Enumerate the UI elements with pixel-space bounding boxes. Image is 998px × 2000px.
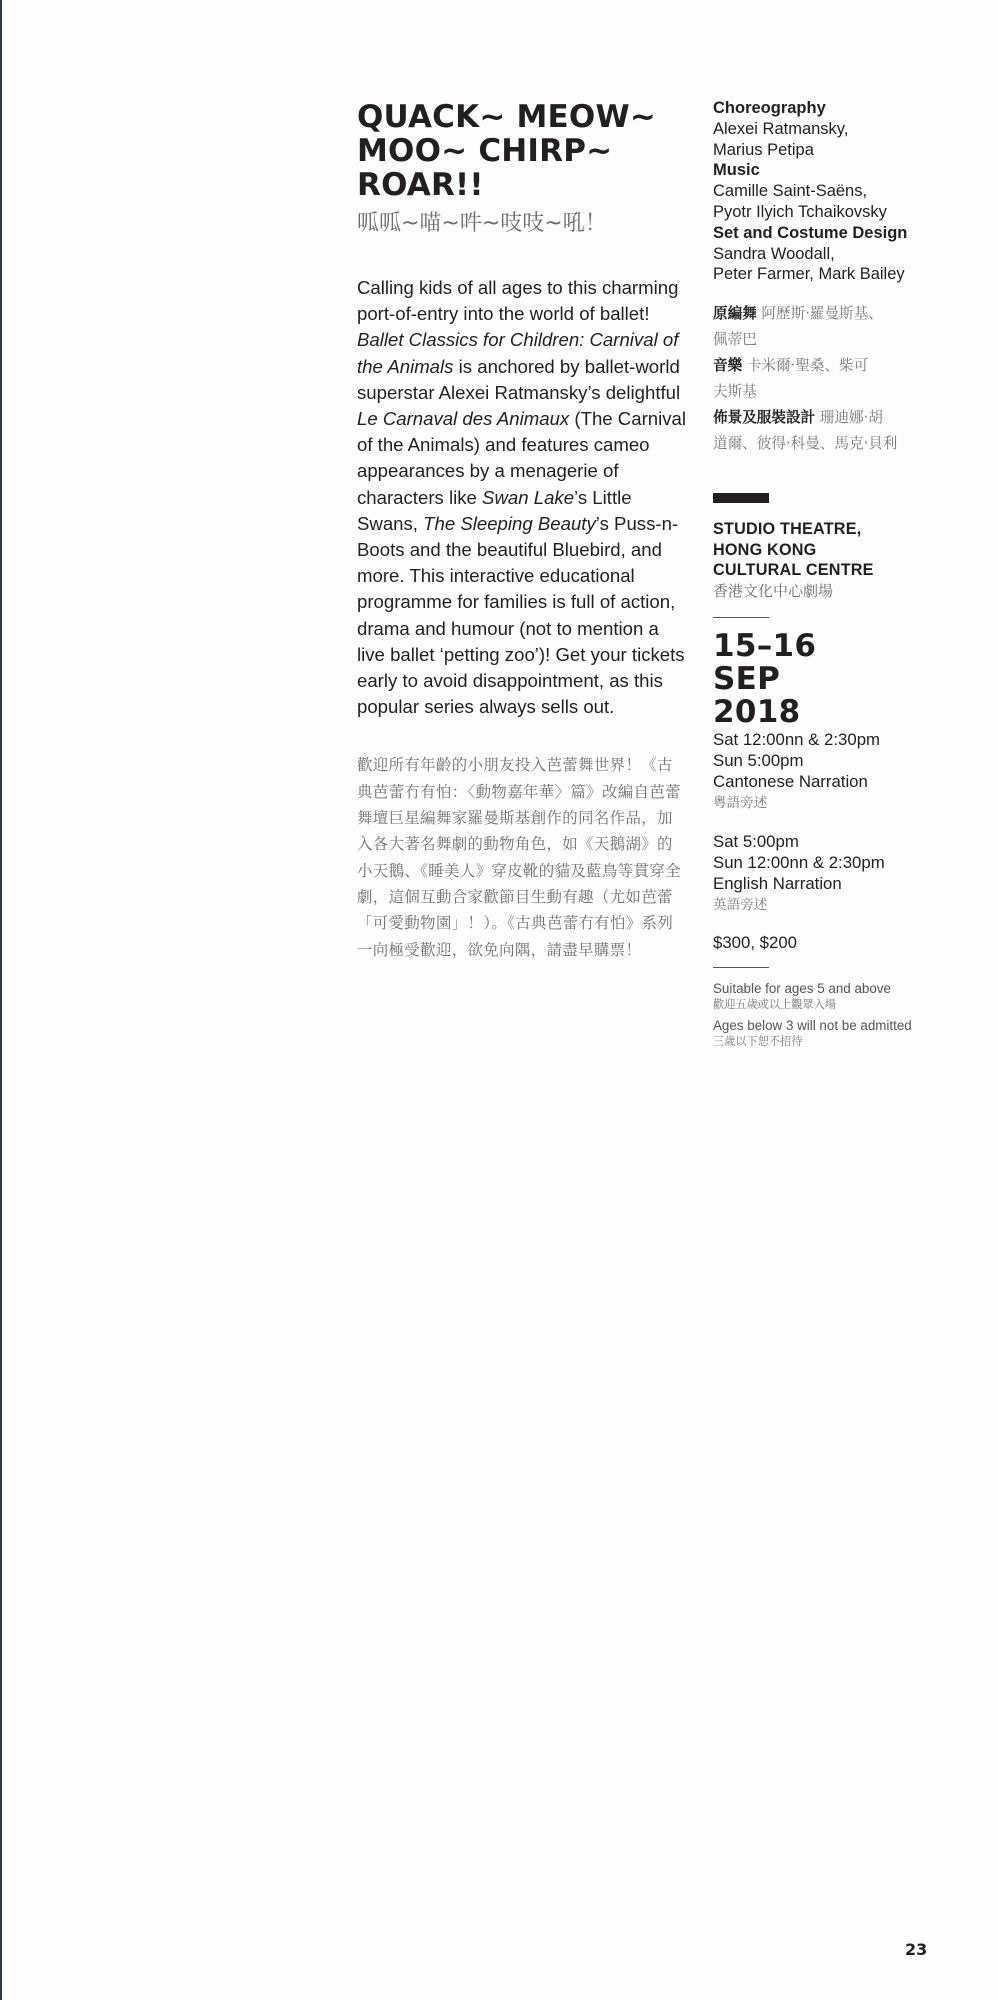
divider-line: [713, 617, 769, 618]
credit-role: Music: [713, 161, 760, 180]
desc-seg: Ballet Classics for Children: Carnival of the Animals: [357, 329, 679, 377]
narration-language-zh: 英語旁述: [713, 896, 768, 913]
desc-seg: Swan Lake: [482, 486, 575, 508]
credit-zh-line: 夫斯基: [713, 383, 757, 401]
credit-zh-line: 佩蒂巴: [713, 331, 757, 349]
showtime-line: Sat 5:00pm: [713, 831, 799, 851]
credit-zh-names: 珊迪娜‧胡: [815, 409, 883, 427]
event-title: QUACK~ MEOW~ MOO~ CHIRP~ ROAR!!: [357, 99, 657, 203]
info-column: [713, 98, 953, 1054]
narration-language-zh: 粵語旁述: [713, 794, 768, 811]
credit-names: Sandra Woodall, Peter Farmer, Mark Bailey: [713, 244, 905, 284]
credit-zh-names: 卡米爾‧聖桑、柴可: [742, 357, 869, 375]
credit-names: Camille Saint-Saëns, Pyotr Ilyich Tchaikovsky: [713, 182, 887, 221]
desc-seg: ’s Little Swans,: [357, 486, 632, 534]
narration-language: English Narration: [713, 873, 842, 893]
main-column: [357, 100, 687, 978]
credits-en: [713, 98, 953, 285]
credit-zh-line: 道爾、彼得‧科曼、馬克‧貝利: [713, 435, 898, 453]
page-number: 23: [905, 1940, 928, 1959]
showtime-line: Sat 12:00nn & 2:30pm: [713, 729, 881, 749]
page-edge: [0, 0, 2, 2000]
showtime-line: Sun 12:00nn & 2:30pm: [713, 852, 885, 872]
narration-language: Cantonese Narration: [713, 771, 868, 791]
divider-line: [713, 967, 769, 968]
credit-role: Choreography: [713, 99, 826, 117]
venue-name-zh: 香港文化中心劇場: [713, 581, 834, 600]
showtimes-cantonese: [713, 729, 953, 813]
age-note-zh: 歡迎五歲或以上觀眾入場: [713, 997, 837, 1011]
desc-seg: ’s Puss-n-Boots and the beautiful Bluebird, and more. This interactive educational programme for families is full of action, drama and humour (not to mention a live ballet ‘petting zoo’)! Get your tickets early to avoid disappointment, as this popular series always sells out.: [357, 512, 685, 718]
credit-role: Set and Costume Design: [713, 223, 908, 242]
admission-notes: [713, 980, 953, 1050]
credit-zh-role: 原編舞: [713, 305, 757, 323]
credit-zh-line: [713, 301, 953, 327]
age-note: Suitable for ages 5 and above: [713, 980, 891, 996]
credit-zh-role: 佈景及服裝設計: [713, 409, 816, 427]
credit-zh-role: 音樂: [713, 357, 743, 375]
desc-seg: Calling kids of all ages to this charming port-of-entry into the world of ballet!: [357, 277, 679, 325]
showtime-line: Sun 5:00pm: [713, 750, 804, 770]
credit-names: Alexei Ratmansky, Marius Petipa: [713, 119, 849, 159]
credit-zh-line: [713, 353, 953, 379]
desc-seg: Le Carnaval des Animaux: [357, 408, 570, 430]
event-title-zh: 呱呱~喵~吽~吱吱~吼！: [357, 211, 607, 236]
description-zh: 歡迎所有年齡的小朋友投入芭蕾舞世界！《古典芭蕾冇有怕：〈動物嘉年華〉篇》改編自芭蕾舞壇巨星編舞家羅曼斯基創作的同名作品，加入各大著名舞劇的動物角色，如《天鵝湖》的小天鵝、《睡美人》穿皮靴的貓及藍鳥等貫穿全劇，這個互動合家歡節目生動有趣（尤如芭蕾「可愛動物園」！）。《古典芭蕾冇有怕》系列一向極受歡迎，欲免向隅，請盡早購票！: [357, 756, 681, 959]
ticket-price: $300, $200: [713, 932, 797, 952]
admission-note: Ages below 3 will not be admitted: [713, 1017, 912, 1033]
event-dates: 15–16 SEP 2018: [713, 627, 817, 730]
showtimes-english: [713, 831, 953, 915]
credit-zh-line: [713, 405, 953, 431]
credits-zh: [713, 301, 953, 457]
desc-seg: is anchored by ballet-world superstar Alexei Ratmansky’s delightful: [357, 355, 681, 403]
description-en: [357, 275, 687, 720]
desc-seg: The Sleeping Beauty: [423, 512, 596, 534]
venue-name: STUDIO THEATRE, HONG KONG CULTURAL CENTRE: [713, 520, 874, 580]
credit-zh-names: 阿歷斯‧羅曼斯基、: [756, 305, 883, 323]
desc-seg: (The Carnival of the Animals) and features cameo appearances by a menagerie of characters like: [357, 408, 686, 508]
section-divider: [713, 493, 769, 503]
admission-note-zh: 三歲以下恕不招待: [713, 1034, 803, 1048]
